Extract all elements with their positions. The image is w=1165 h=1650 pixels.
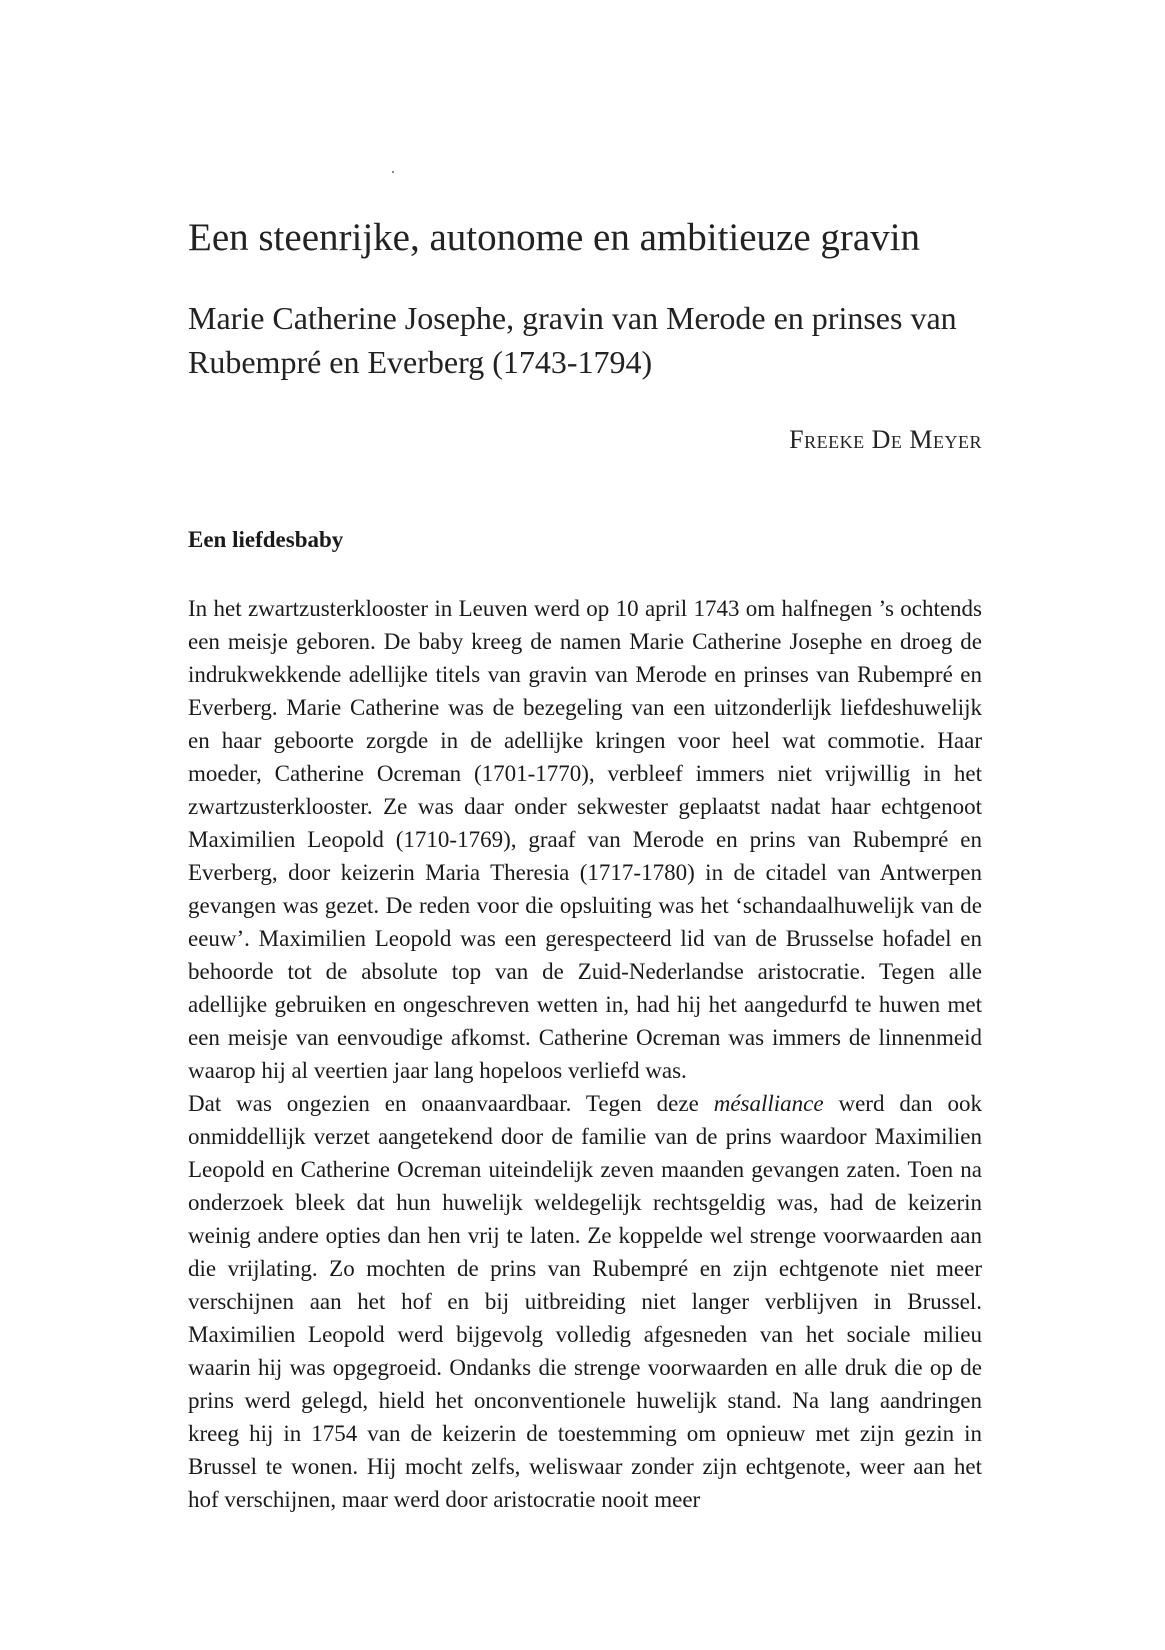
paragraph-2-end: werd dan ook onmiddellijk verzet aangetekend door de familie van de prins waardoor Maximilien Leopold en Catherine Ocreman uiteindelijk zeven maanden gevangen zaten. Toen na onderzoek bleek dat hun huwelijk weldegelijk rechtsgeldig was, had de keizerin weinig andere opties dan hen vrij te laten. Ze koppelde wel strenge voorwaarden aan die vrijlating. Zo mochten de prins van Rubempré en zijn echtgenote niet meer verschijnen aan het hof en bij uitbreiding niet langer verblijven in Brussel. Maximilien Leopold werd bijgevolg volledig afgesneden van het sociale milieu waarin hij was opgegroeid. Ondanks die strenge voorwaarden en alle druk die op de prins werd gelegd, hield het onconventionele huwelijk stand. Na lang aandringen kreeg hij in 1754 van de keizerin de toestemming om opnieuw met zijn gezin in Brussel te wonen. Hij mocht zelfs, weliswaar zonder zijn echtgenote, weer aan het hof verschijnen, maar werd door aristocratie nooit meer — [188, 1091, 983, 1512]
stray-mark — [392, 171, 394, 173]
author-name: Freeke De Meyer — [789, 425, 982, 454]
body-text — [188, 592, 982, 1516]
article-title: Een steenrijke, autonome en ambitieuze gravin — [188, 216, 921, 259]
paragraph-2-start: Dat was ongezien en onaanvaardbaar. Tegen deze — [188, 1091, 714, 1116]
article-subtitle: Marie Catherine Josephe, gravin van Merode en prinses van Rubempré en Everberg (1743-1794) — [188, 300, 957, 380]
paragraph-1: In het zwartzusterklooster in Leuven werd op 10 april 1743 om halfnegen ’s ochtends een meisje geboren. De baby kreeg de namen Marie Catherine Josephe en droeg de indrukwekkende adellijke titels van gravin van Merode en prinses van Rubempré en Everberg. Marie Catherine was de bezegeling van een uitzonderlijk liefdeshuwelijk en haar geboorte zorgde in de adellijke kringen voor heel wat commotie. Haar moeder, Catherine Ocreman (1701-1770), verbleef immers niet vrijwillig in het zwartzusterklooster. Ze was daar onder sekwester geplaatst nadat haar echtgenoot Maximilien Leopold (1710-1769), graaf van Merode en prins van Rubempré en Everberg, door keizerin Maria Theresia (1717-1780) in de citadel van Antwerpen gevangen was gezet. De reden voor die opsluiting was het ‘schandaalhuwelijk van de eeuw’. Maximilien Leopold was een gerespecteerd lid van de Brusselse hofadel en behoorde tot de absolute top van de Zuid-Nederlandse aristocratie. Tegen alle adellijke gebruiken en ongeschreven wetten in, had hij het aangedurfd te huwen met een meisje van eenvoudige afkomst. Catherine Ocreman was immers de linnenmeid waarop hij al veertien jaar lang hopeloos verliefd was. — [188, 596, 982, 1083]
paragraph-2 — [188, 1087, 982, 1516]
paragraph-2-emphasis: mésalliance — [713, 1091, 824, 1116]
section-heading: Een liefdesbaby — [188, 527, 344, 552]
